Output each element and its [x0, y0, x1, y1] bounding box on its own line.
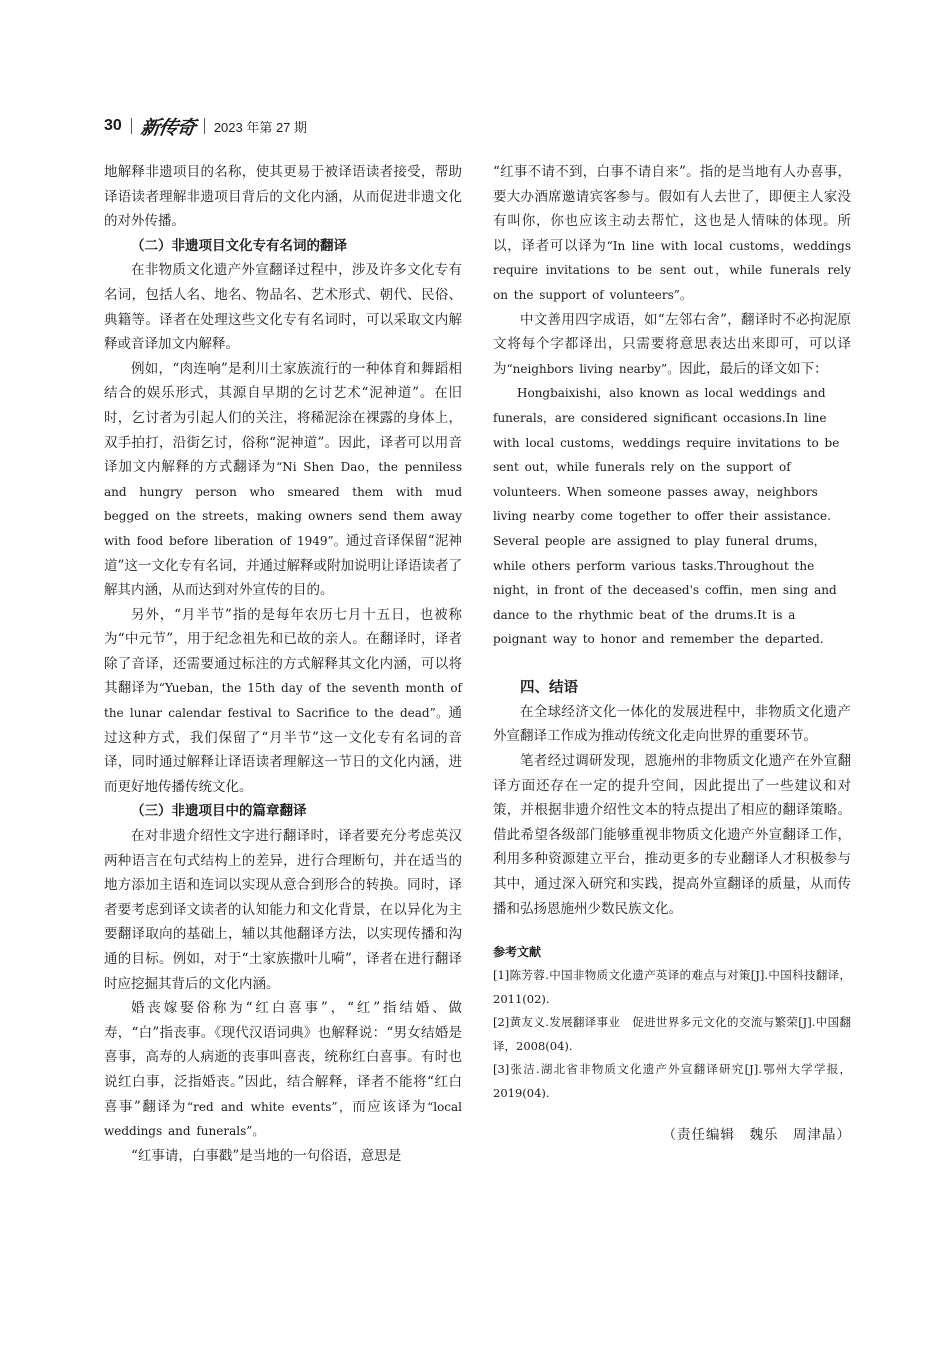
section-heading: （二）非遗项目文化专有名词的翻译 — [131, 237, 347, 254]
paragraph-text: 另外，“月半节”指的是每年农历七月十五日，也被称为“中元节”，用于纪念祖先和已故的亲人。在翻译时，译者除了音译，还需要通过标注的方式解释其文化内涵，可以将其翻译为 — [104, 606, 462, 697]
english-translation: “Ni Shen Dao，the penniless and hungry person who smeared them with mud begged on the streets，making owners send them away with food before liberation of 1949”。 — [104, 460, 463, 548]
paragraph: 地解释非遗项目的名称，使其更易于被译语读者接受，帮助译语读者理解非遗项目背后的文化内涵，从而促进非遗文化的对外传播。 — [104, 164, 462, 230]
paragraph — [493, 308, 851, 382]
paragraph-text: 通过音译保留“泥神道”这一文化专有名词，并通过解释或附加说明让译语读者了解其内涵，从而达到对外宣传的目的。 — [104, 532, 462, 599]
paragraph — [104, 603, 462, 800]
english-translation: “Yueban，the 15th day of the seventh month of the lunar calendar festival to Sacrifice to the dead”。 — [104, 681, 462, 721]
references-title: 参考文献 — [493, 945, 542, 960]
paragraph — [493, 160, 851, 308]
paragraph-text: 因此，最后的译文如下： — [679, 360, 828, 377]
paragraph: 在对非遗介绍性文字进行翻译时，译者要充分考虑英汉两种语言在句式结构上的差异，进行合理断句，并在适当的地方添加主语和连词以实现从意合到形合的转换。同时，译者要考虑到译文读者的认知能力和文化背景，在以异化为主要翻译取向的基础上，辅以其他翻译方法，以实现传播和沟通的目标。例如，对于“土家族撒叶儿嗬”，译者在进行翻译时应挖掘其背后的文化内涵。 — [104, 828, 462, 992]
page-header — [104, 112, 307, 140]
paragraph: “红事请，白事戳”是当地的一句俗语，意思是 — [131, 1147, 402, 1164]
paragraph: 在全球经济文化一体化的发展进程中，非物质文化遗产外宣翻译工作成为推动传统文化走向世界的重要环节。 — [493, 703, 851, 745]
header-divider — [131, 118, 132, 134]
header-divider — [204, 118, 205, 134]
english-translation: “neighbors living nearby”。 — [506, 361, 680, 376]
right-column — [493, 160, 851, 1147]
english-translation: “red and white events”， — [187, 1099, 353, 1114]
reference-item: [2]黄友义.发展翻译事业 促进世界多元文化的交流与繁荣[J].中国翻译，2008(04). — [493, 1015, 851, 1053]
left-column — [104, 160, 462, 1168]
reference-item: [3]张洁.湖北省非物质文化遗产外宣翻译研究[J].鄂州大学学报，2019(04). — [493, 1062, 851, 1100]
paragraph-text: 中文善用四字成语，如“左邻右舍”，翻译时不必拘泥原文将每个字都译出，只需要将意思表达出来即可，可以译为 — [493, 311, 851, 377]
conclusion-heading: 四、结语 — [520, 679, 578, 696]
english-translation: “local weddings and funerals”。 — [104, 1099, 463, 1139]
translation-block: Hongbaixishi，also known as local weddings and funerals，are considered significant occasions.In line with local customs，weddings require invitations to be sent out，while funerals rely on the support of volunteers. When someone passes away，neighbors living nearby come together to offer their assistance. Several people are assigned to play funeral drums，while others perform various tasks.Throughout the night，in front of the deceased's coffin，men sing and dance to the rhythmic beat of the drums.It is a poignant way to honor and remember the departed. — [493, 386, 840, 647]
issue-label: 2023 年第 27 期 — [213, 119, 308, 135]
section-heading: （三）非遗项目中的篇章翻译 — [131, 803, 307, 820]
paragraph-text: 婚丧嫁娶俗称为“红白喜事”，“红”指结婚、做寿，“白”指丧事。《现代汉语词典》也解释说：“男女结婚是喜事，高寿的人病逝的丧事叫喜丧，统称红白喜事。有时也说红白事，泛指婚丧。”因此，结合解释，译者不能将“红白喜事”翻译为 — [104, 1000, 462, 1115]
editor-credit: （责任编辑 魏乐 周津晶） — [662, 1127, 851, 1144]
page-number: 30 — [104, 117, 122, 134]
magazine-logo: 新传奇 — [139, 116, 197, 139]
paragraph — [104, 357, 462, 603]
paragraph-text: 通过这种方式，我们保留了“月半节”这一文化专有名词的音译，同时通过解释让译语读者理解这一节日的文化内涵，进而更好地传播传统文化。 — [104, 705, 462, 795]
paragraph — [104, 996, 462, 1144]
english-translation: “In line with local customs，weddings require invitations to be sent out，while funerals rely on the support of volunteers”。 — [493, 238, 852, 302]
paragraph: 在非物质文化遗产外宣翻译过程中，涉及许多文化专有名词，包括人名、地名、物品名、艺术形式、朝代、民俗、典籍等。译者在处理这些文化专有名词时，可以采取文内解释或音译加文内解释。 — [104, 262, 462, 353]
paragraph-text: 而应该译为 — [352, 1098, 428, 1115]
paragraph: 笔者经过调研发现，恩施州的非物质文化遗产在外宣翻译方面还存在一定的提升空间，因此提出了一些建议和对策，并根据非遗介绍性文本的特点提出了相应的翻译策略。借此希望各级部门能够重视非物质文化遗产外宣翻译工作，利用多种资源建立平台，推动更多的专业翻译人才积极参与其中，通过深入研究和实践，提高外宣翻译的质量，从而传播和弘扬恩施州少数民族文化。 — [493, 753, 851, 917]
paragraph-text: 例如，“肉连响”是利川土家族流行的一种体育和舞蹈相结合的娱乐形式，其源自早期的乞讨艺术“泥神道”。在旧时，乞讨者为引起人们的关注，将稀泥涂在裸露的身体上，双手拍打，沿街乞讨，俗称“泥神道”。因此，译者可以用音译加文内解释的方式翻译为 — [104, 360, 462, 476]
paragraph-text: “红事不请不到，白事不请自来”。指的是当地有人办喜事，要大办酒席邀请宾客参与。假如有人去世了，即便主人家没有叫你，你也应该主动去帮忙，这也是人情味的体现。所以，译者可以译为 — [493, 164, 851, 254]
reference-item: [1]陈芳蓉.中国非物质文化遗产英译的难点与对策[J].中国科技翻译，2011(02). — [493, 968, 851, 1006]
